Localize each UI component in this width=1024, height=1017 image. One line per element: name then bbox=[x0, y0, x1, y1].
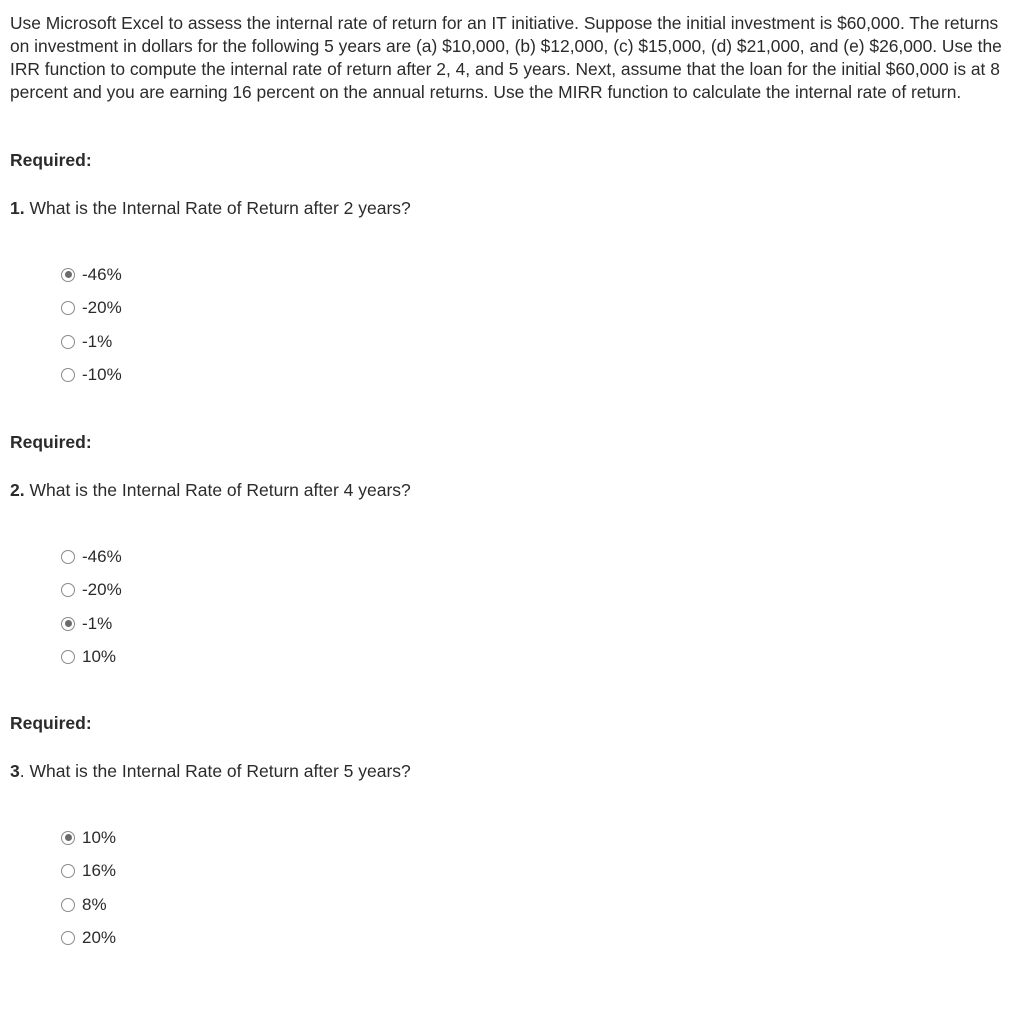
option-label: -20% bbox=[82, 580, 122, 600]
option-label: 16% bbox=[82, 861, 117, 881]
option-label: -10% bbox=[82, 365, 122, 385]
question-number: 2. bbox=[10, 480, 25, 500]
radio-button-icon[interactable] bbox=[61, 368, 75, 382]
question-2 bbox=[10, 480, 411, 501]
radio-button-icon[interactable] bbox=[61, 268, 75, 282]
answer-option[interactable] bbox=[61, 292, 122, 326]
required-heading-3: Required: bbox=[10, 713, 92, 733]
problem-statement: Use Microsoft Excel to assess the internal rate of return for an IT initiative. Suppose the initial investment is $60,000. The returns on investment in dollars for the following 5 years are (a) $10,000, (b) $12,000, (c) $15,000, (d) $21,000, and (e) $26,000. Use the IRR function to compute the internal rate of return after 2, 4, and 5 years. Next, assume that the loan for the initial $60,000 is at 8 percent and you are earning 16 percent on the annual returns. Use the MIRR function to calculate the internal rate of return. bbox=[10, 13, 1002, 102]
question-number: 3 bbox=[10, 761, 20, 781]
answer-option[interactable] bbox=[61, 855, 116, 889]
radio-button-icon[interactable] bbox=[61, 550, 75, 564]
radio-button-icon[interactable] bbox=[61, 831, 75, 845]
radio-button-icon[interactable] bbox=[61, 931, 75, 945]
option-label: 10% bbox=[82, 647, 117, 667]
option-label: 10% bbox=[82, 827, 117, 847]
radio-button-icon[interactable] bbox=[61, 617, 75, 631]
answer-options-1 bbox=[61, 258, 122, 392]
option-label: -1% bbox=[82, 613, 113, 633]
option-label: 8% bbox=[82, 894, 107, 914]
question-number: 1. bbox=[10, 198, 25, 218]
radio-button-icon[interactable] bbox=[61, 650, 75, 664]
answer-option[interactable] bbox=[61, 359, 122, 393]
option-label: -46% bbox=[82, 546, 122, 566]
answer-option[interactable] bbox=[61, 821, 116, 855]
required-heading-1: Required: bbox=[10, 150, 92, 170]
answer-options-3 bbox=[61, 821, 116, 955]
option-label: -46% bbox=[82, 264, 122, 284]
radio-button-icon[interactable] bbox=[61, 898, 75, 912]
answer-option[interactable] bbox=[61, 574, 122, 608]
question-text: What is the Internal Rate of Return after 4 years? bbox=[24, 480, 411, 500]
answer-option[interactable] bbox=[61, 258, 122, 292]
required-heading-2: Required: bbox=[10, 432, 92, 452]
answer-option[interactable] bbox=[61, 540, 122, 574]
option-label: 20% bbox=[82, 928, 117, 948]
answer-option[interactable] bbox=[61, 641, 122, 675]
answer-option[interactable] bbox=[61, 888, 116, 922]
question-3 bbox=[10, 761, 411, 782]
answer-option[interactable] bbox=[61, 325, 122, 359]
radio-button-icon[interactable] bbox=[61, 335, 75, 349]
answer-options-2 bbox=[61, 540, 122, 674]
option-label: -20% bbox=[82, 298, 122, 318]
option-label: -1% bbox=[82, 331, 113, 351]
answer-option[interactable] bbox=[61, 922, 116, 956]
question-text: . What is the Internal Rate of Return after 5 years? bbox=[19, 761, 411, 781]
answer-option[interactable] bbox=[61, 607, 122, 641]
question-1 bbox=[10, 198, 411, 219]
radio-button-icon[interactable] bbox=[61, 864, 75, 878]
radio-button-icon[interactable] bbox=[61, 301, 75, 315]
radio-button-icon[interactable] bbox=[61, 583, 75, 597]
question-text: What is the Internal Rate of Return after 2 years? bbox=[24, 198, 411, 218]
